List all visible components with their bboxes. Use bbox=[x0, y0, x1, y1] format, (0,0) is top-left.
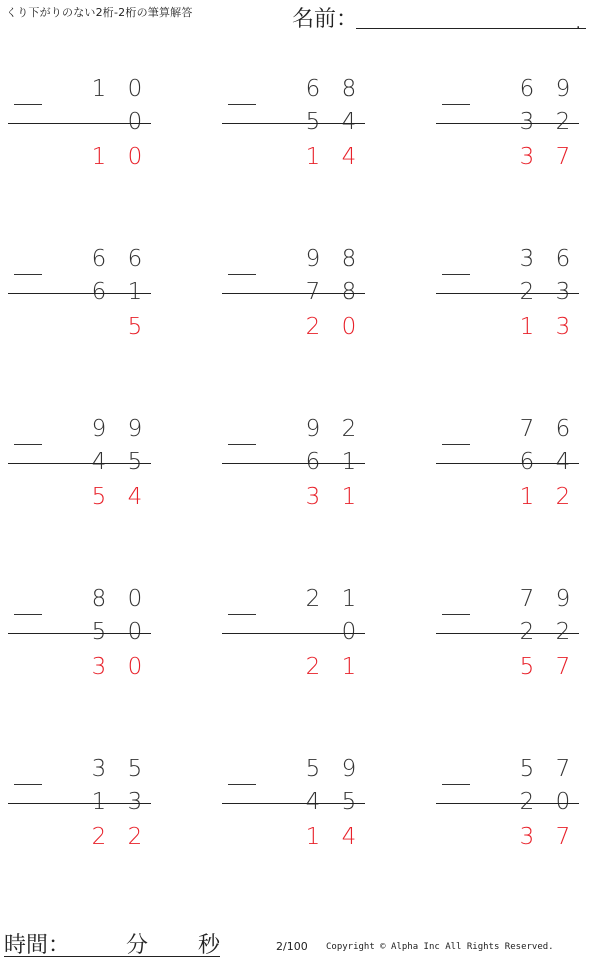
sum-line bbox=[436, 293, 579, 294]
minuend-digit: 3 bbox=[91, 756, 107, 782]
time-underline bbox=[4, 956, 220, 957]
subtrahend-digit: 6 bbox=[91, 279, 107, 305]
answer-digit: 7 bbox=[555, 144, 571, 170]
subtraction-problem bbox=[222, 70, 372, 170]
page-number: 2/100 bbox=[276, 940, 308, 953]
subtrahend-digit: 6 bbox=[519, 449, 535, 475]
answer-digit: 5 bbox=[519, 654, 535, 680]
sum-line bbox=[436, 123, 579, 124]
minus-sign bbox=[228, 444, 256, 445]
minuend-digit: 6 bbox=[555, 246, 571, 272]
subtraction-problem bbox=[222, 240, 372, 340]
subtraction-problem bbox=[8, 70, 158, 170]
subtrahend-digit: 1 bbox=[127, 279, 143, 305]
subtrahend-digit: 2 bbox=[555, 109, 571, 135]
answer-digit: 4 bbox=[341, 824, 357, 850]
answer-digit: 7 bbox=[555, 654, 571, 680]
minus-sign bbox=[228, 614, 256, 615]
subtraction-problem bbox=[222, 410, 372, 510]
subtrahend-digit: 2 bbox=[519, 789, 535, 815]
subtrahend-digit: 2 bbox=[555, 619, 571, 645]
sum-line bbox=[222, 463, 365, 464]
subtrahend-digit: 1 bbox=[91, 789, 107, 815]
copyright-notice: Copyright © Alpha Inc All Rights Reserved. bbox=[326, 942, 554, 952]
minuend-digit: 8 bbox=[341, 246, 357, 272]
answer-digit: 3 bbox=[305, 484, 321, 510]
minus-sign bbox=[14, 784, 42, 785]
subtraction-problem bbox=[8, 410, 158, 510]
minuend-digit: 9 bbox=[305, 246, 321, 272]
sum-line bbox=[222, 293, 365, 294]
sum-line bbox=[8, 293, 151, 294]
minuend-digit: 1 bbox=[91, 76, 107, 102]
answer-digit: 1 bbox=[341, 654, 357, 680]
sum-line bbox=[436, 633, 579, 634]
seconds-label: 秒 bbox=[198, 933, 221, 958]
minuend-digit: 5 bbox=[519, 756, 535, 782]
subtrahend-digit: 2 bbox=[519, 619, 535, 645]
minuend-digit: 6 bbox=[519, 76, 535, 102]
minuend-digit: 2 bbox=[305, 586, 321, 612]
subtrahend-digit: 1 bbox=[341, 449, 357, 475]
minuend-digit: 9 bbox=[305, 416, 321, 442]
subtraction-problem bbox=[8, 240, 158, 340]
worksheet-title: くり下がりのない2桁-2桁の筆算解答 bbox=[6, 6, 193, 19]
answer-digit: 1 bbox=[341, 484, 357, 510]
sum-line bbox=[8, 803, 151, 804]
time-label: 時間： bbox=[4, 933, 71, 958]
subtraction-problem bbox=[436, 70, 586, 170]
minus-sign bbox=[442, 444, 470, 445]
sum-line bbox=[8, 123, 151, 124]
answer-digit: 3 bbox=[519, 824, 535, 850]
minuend-digit: 9 bbox=[127, 416, 143, 442]
minuend-digit: 5 bbox=[305, 756, 321, 782]
minuend-digit: 6 bbox=[305, 76, 321, 102]
minus-sign bbox=[442, 274, 470, 275]
subtrahend-digit: 4 bbox=[341, 109, 357, 135]
subtraction-problem bbox=[436, 410, 586, 510]
minus-sign bbox=[228, 274, 256, 275]
minus-sign bbox=[14, 274, 42, 275]
answer-digit: 0 bbox=[127, 654, 143, 680]
subtrahend-digit: 5 bbox=[341, 789, 357, 815]
subtraction-problem bbox=[436, 580, 586, 680]
subtrahend-digit: 7 bbox=[305, 279, 321, 305]
answer-digit: 5 bbox=[91, 484, 107, 510]
subtrahend-digit: 6 bbox=[305, 449, 321, 475]
minuend-digit: 6 bbox=[127, 246, 143, 272]
subtrahend-digit: 0 bbox=[127, 109, 143, 135]
subtrahend-digit: 3 bbox=[555, 279, 571, 305]
answer-digit: 1 bbox=[519, 314, 535, 340]
minuend-digit: 6 bbox=[555, 416, 571, 442]
subtrahend-digit: 3 bbox=[127, 789, 143, 815]
subtraction-problem bbox=[436, 750, 586, 850]
subtrahend-digit: 4 bbox=[305, 789, 321, 815]
subtraction-problem bbox=[222, 580, 372, 680]
subtraction-problem bbox=[222, 750, 372, 850]
answer-digit: 1 bbox=[305, 824, 321, 850]
sum-line bbox=[8, 633, 151, 634]
subtrahend-digit: 4 bbox=[555, 449, 571, 475]
answer-digit: 1 bbox=[305, 144, 321, 170]
answer-digit: 1 bbox=[519, 484, 535, 510]
answer-digit: 5 bbox=[127, 314, 143, 340]
name-label: 名前： bbox=[292, 7, 359, 32]
subtrahend-digit: 0 bbox=[555, 789, 571, 815]
minuend-digit: 1 bbox=[341, 586, 357, 612]
subtrahend-digit: 5 bbox=[127, 449, 143, 475]
minus-sign bbox=[442, 104, 470, 105]
minuend-digit: 2 bbox=[341, 416, 357, 442]
subtraction-problem bbox=[8, 750, 158, 850]
minus-sign bbox=[14, 614, 42, 615]
minus-sign bbox=[442, 784, 470, 785]
subtrahend-digit: 8 bbox=[341, 279, 357, 305]
subtrahend-digit: 3 bbox=[519, 109, 535, 135]
sum-line bbox=[222, 123, 365, 124]
sum-line bbox=[222, 803, 365, 804]
answer-digit: 4 bbox=[127, 484, 143, 510]
answer-digit: 0 bbox=[341, 314, 357, 340]
name-field-dot: . bbox=[576, 16, 581, 32]
minuend-digit: 9 bbox=[555, 586, 571, 612]
minus-sign bbox=[14, 104, 42, 105]
answer-digit: 2 bbox=[305, 314, 321, 340]
minus-sign bbox=[228, 104, 256, 105]
subtraction-problem bbox=[8, 580, 158, 680]
name-field-line[interactable] bbox=[356, 28, 586, 29]
answer-digit: 2 bbox=[91, 824, 107, 850]
minuend-digit: 7 bbox=[519, 586, 535, 612]
minuend-digit: 9 bbox=[555, 76, 571, 102]
minuend-digit: 9 bbox=[91, 416, 107, 442]
minuend-digit: 8 bbox=[341, 76, 357, 102]
answer-digit: 3 bbox=[519, 144, 535, 170]
answer-digit: 4 bbox=[341, 144, 357, 170]
answer-digit: 7 bbox=[555, 824, 571, 850]
minuend-digit: 7 bbox=[555, 756, 571, 782]
answer-digit: 3 bbox=[555, 314, 571, 340]
subtrahend-digit: 0 bbox=[127, 619, 143, 645]
sum-line bbox=[222, 633, 365, 634]
minuend-digit: 3 bbox=[519, 246, 535, 272]
minuend-digit: 8 bbox=[91, 586, 107, 612]
answer-digit: 3 bbox=[91, 654, 107, 680]
minuend-digit: 5 bbox=[127, 756, 143, 782]
minutes-label: 分 bbox=[126, 933, 149, 958]
answer-digit: 2 bbox=[555, 484, 571, 510]
subtrahend-digit: 0 bbox=[341, 619, 357, 645]
minus-sign bbox=[442, 614, 470, 615]
subtrahend-digit: 4 bbox=[91, 449, 107, 475]
answer-digit: 1 bbox=[91, 144, 107, 170]
minuend-digit: 0 bbox=[127, 76, 143, 102]
subtraction-problem bbox=[436, 240, 586, 340]
minus-sign bbox=[14, 444, 42, 445]
minus-sign bbox=[228, 784, 256, 785]
subtrahend-digit: 5 bbox=[91, 619, 107, 645]
answer-digit: 0 bbox=[127, 144, 143, 170]
minuend-digit: 7 bbox=[519, 416, 535, 442]
sum-line bbox=[436, 803, 579, 804]
minuend-digit: 9 bbox=[341, 756, 357, 782]
sum-line bbox=[8, 463, 151, 464]
subtrahend-digit: 5 bbox=[305, 109, 321, 135]
answer-digit: 2 bbox=[127, 824, 143, 850]
answer-digit: 2 bbox=[305, 654, 321, 680]
minuend-digit: 6 bbox=[91, 246, 107, 272]
subtrahend-digit: 2 bbox=[519, 279, 535, 305]
minuend-digit: 0 bbox=[127, 586, 143, 612]
sum-line bbox=[436, 463, 579, 464]
